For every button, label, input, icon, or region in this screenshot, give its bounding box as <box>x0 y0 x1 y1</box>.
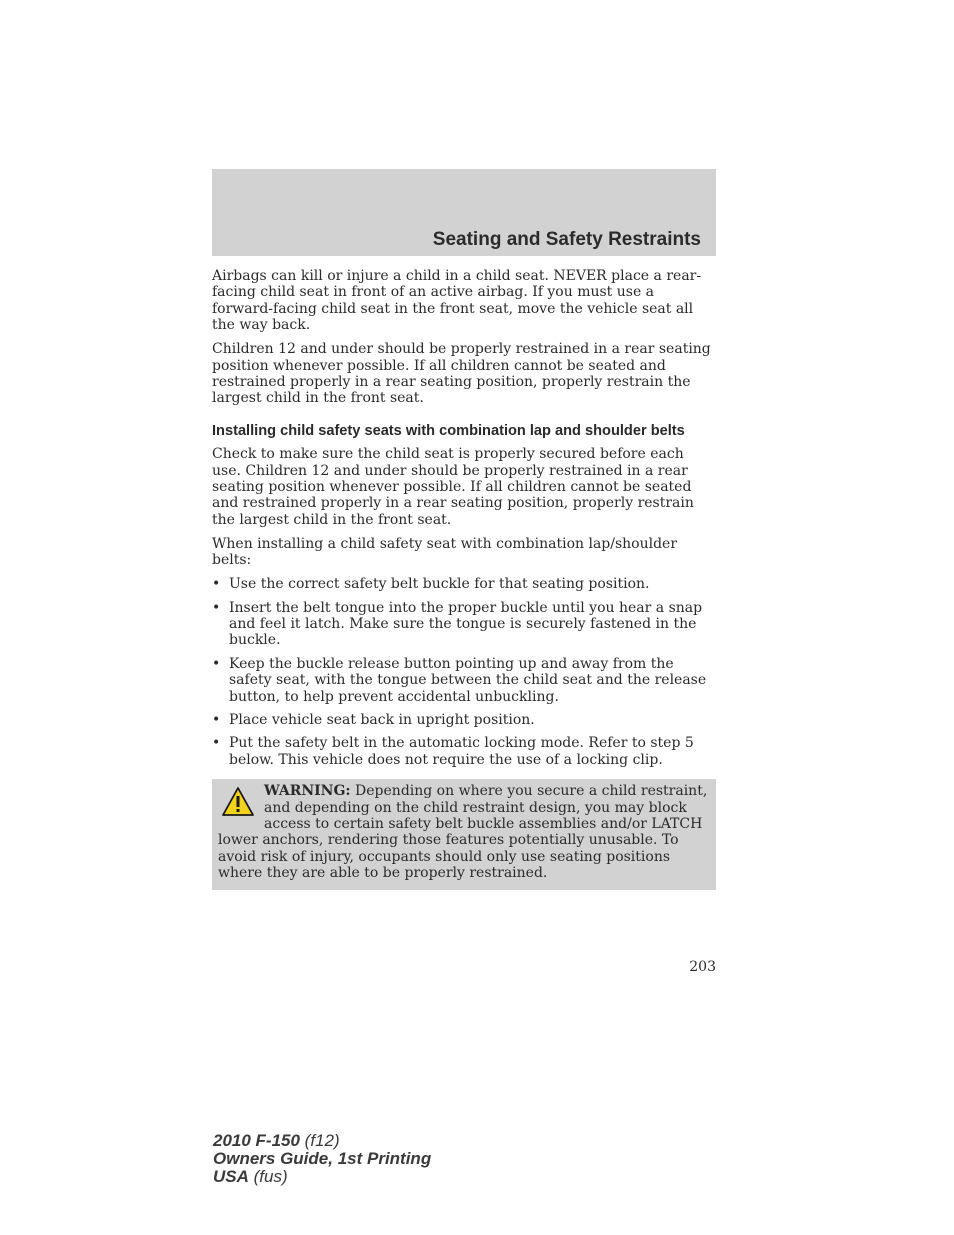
bullet-marker: • <box>212 599 221 616</box>
list-item-text: Place vehicle seat back in upright position. <box>229 711 535 728</box>
bullet-marker: • <box>212 576 221 593</box>
footer-line-model <box>213 1132 431 1150</box>
warning-box <box>212 779 716 889</box>
paragraph-check-child-seat: Check to make sure the child seat is properly secured before each use. Children 12 and under should be properly restrained in a rear seating position whenever possible. If all children cannot be seated and restrained properly in a rear seating position, properly restrain the largest child in the front seat. <box>212 446 694 528</box>
list-item-text: Use the correct safety belt buckle for that seating position. <box>229 576 650 593</box>
list-item-text: Put the safety belt in the automatic locking mode. Refer to step 5 below. This vehicle does not require the use of a locking clip. <box>229 735 694 768</box>
bullet-marker: • <box>212 655 221 672</box>
warning-triangle-icon <box>221 786 255 818</box>
footer-region: USA <box>213 1167 249 1186</box>
warning-text: Depending on where you secure a child restraint, and depending on the child restraint design, you may block access to certain safety belt buckle assemblies and/or LATCH lower anchors, rendering those features potentially unusable. To avoid risk of injury, occupants should only use seating positions where they are able to be properly restrained. <box>218 783 708 882</box>
warning-label: WARNING: <box>264 783 351 800</box>
footer-line-region <box>213 1168 431 1186</box>
document-footer <box>213 1132 431 1186</box>
list-item <box>212 576 712 592</box>
subheading-installing-child-seats: Installing child safety seats with combination lap and shoulder belts <box>212 422 685 439</box>
footer-region-code: (fus) <box>248 1167 288 1186</box>
list-item-text: Insert the belt tongue into the proper buckle until you hear a snap and feel it latch. Make sure the tongue is securely fastened in the buckle. <box>229 599 703 649</box>
list-item <box>212 712 712 728</box>
page-number: 203 <box>689 959 716 975</box>
list-item <box>212 656 712 705</box>
bullet-marker: • <box>212 735 221 752</box>
section-title: Seating and Safety Restraints <box>432 229 701 250</box>
paragraph-children-rear-seat: Children 12 and under should be properly restrained in a rear seating position whenever possible. If all children cannot be seated and restrained properly in a rear seating position, properly restrain the largest child in the front seat. <box>212 341 711 407</box>
footer-model: 2010 F-150 <box>213 1131 300 1150</box>
list-item-text: Keep the buckle release button pointing up and away from the safety seat, with the tongue between the child seat and the release button, to help prevent accidental unbuckling. <box>229 655 707 705</box>
footer-model-code: (f12) <box>299 1131 340 1150</box>
list-item <box>212 735 712 768</box>
paragraph-airbag-warning: Airbags can kill or injure a child in a child seat. NEVER place a rear-facing child seat in front of an active airbag. If you must use a forward-facing child seat in the front seat, move the vehicle seat all the way back. <box>212 268 702 334</box>
paragraph-when-installing: When installing a child safety seat with combination lap/shoulder belts: <box>212 535 678 569</box>
footer-line-printing: Owners Guide, 1st Printing <box>213 1149 432 1168</box>
instruction-list <box>212 576 712 768</box>
bullet-marker: • <box>212 711 221 728</box>
section-header-band <box>212 169 716 256</box>
list-item <box>212 600 712 649</box>
page-content <box>212 268 712 890</box>
